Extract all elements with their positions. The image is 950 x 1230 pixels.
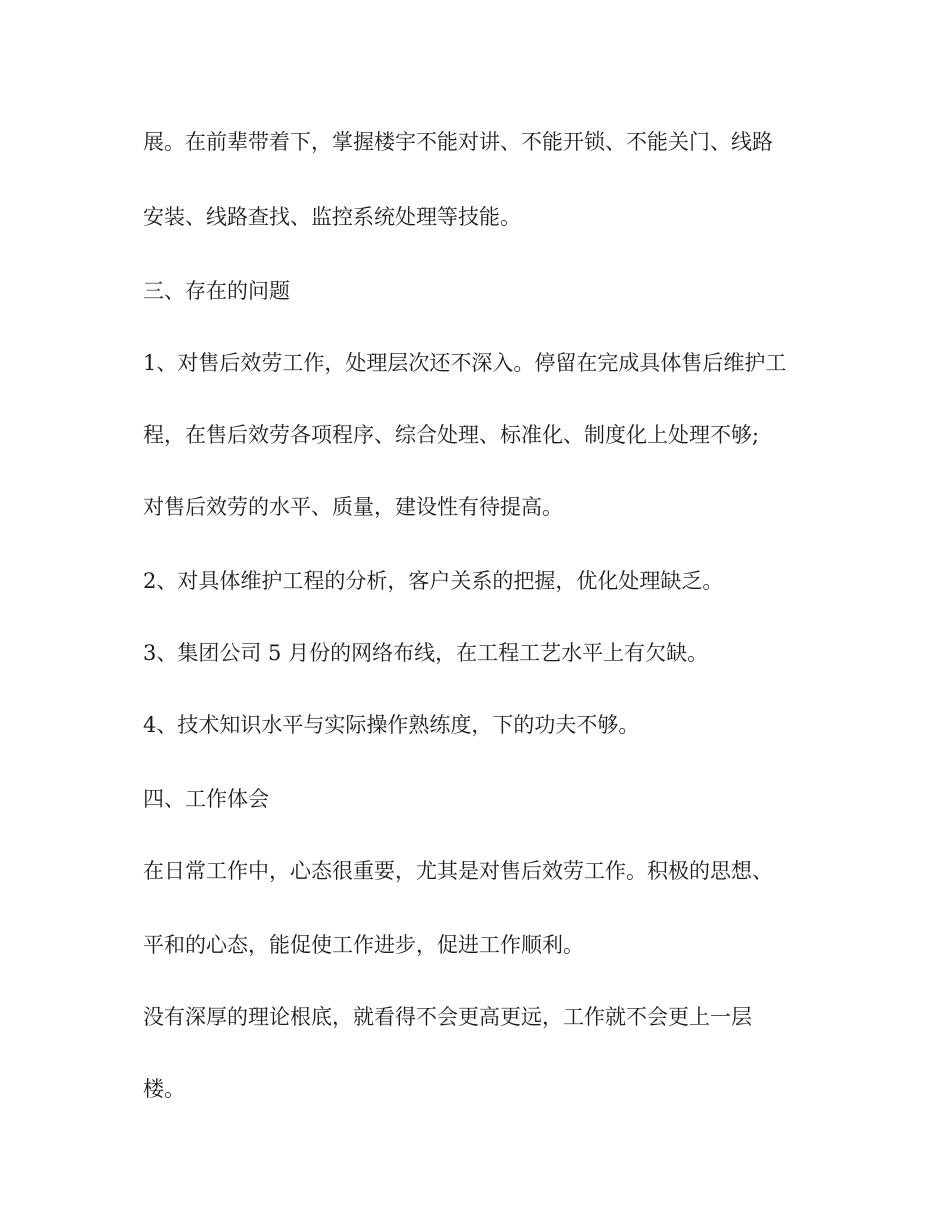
paragraph-line: 3、集团公司 5 月份的网络布线，在工程工艺水平上有欠缺。: [143, 641, 709, 665]
paragraph-line: 楼。: [143, 1077, 185, 1101]
paragraph-line: 平和的心态，能促使工作进步，促进工作顺利。: [143, 933, 584, 957]
paragraph-line: 4、技术知识水平与实际操作熟练度，下的功夫不够。: [143, 713, 640, 737]
paragraph-line: 2、对具体维护工程的分析，客户关系的把握，优化处理缺乏。: [143, 569, 724, 593]
paragraph-line: 安装、线路查找、监控系统处理等技能。: [143, 205, 521, 229]
section-heading: 三、存在的问题: [143, 279, 290, 303]
paragraph-line: 没有深厚的理论根底，就看得不会更高更远，工作就不会更上一层: [143, 1005, 752, 1029]
paragraph-line: 对售后效劳的水平、质量，建设性有待提高。: [143, 495, 563, 519]
paragraph-line: 程，在售后效劳各项程序、综合处理、标准化、制度化上处理不够;: [143, 423, 760, 447]
section-heading: 四、工作体会: [143, 787, 269, 811]
paragraph-line: 1、对售后效劳工作，处理层次还不深入。停留在完成具体售后维护工: [143, 351, 787, 375]
paragraph-line: 在日常工作中，心态很重要，尤其是对售后效劳工作。积极的思想、: [143, 859, 773, 883]
paragraph-line: 展。在前辈带着下，掌握楼宇不能对讲、不能开锁、不能关门、线路: [143, 130, 773, 154]
